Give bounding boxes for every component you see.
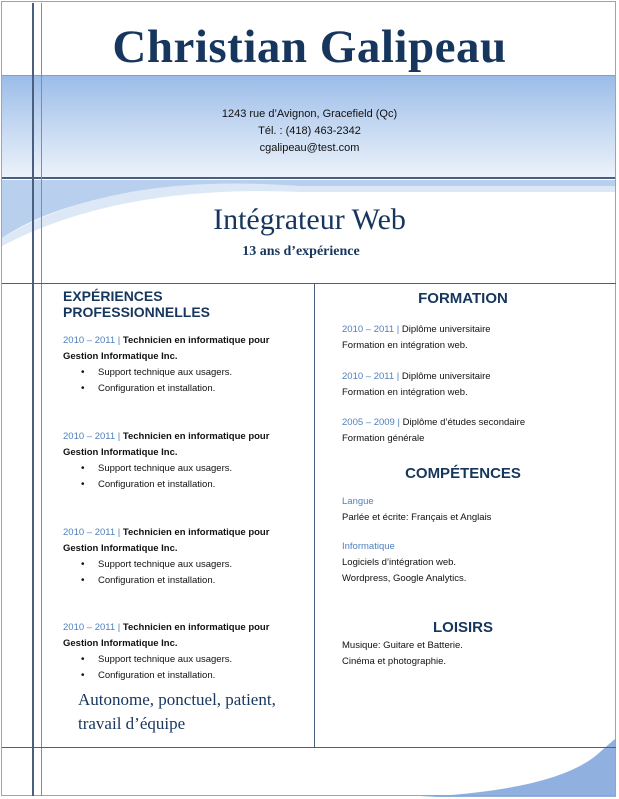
entry-header: 2010 – 2011 | Technicien en informatique pour — [63, 335, 270, 346]
section-rule-bottom — [2, 747, 616, 748]
loisirs-heading: LOISIRS — [432, 619, 493, 636]
entry-company: Gestion Informatique Inc. — [63, 543, 178, 554]
competence-group — [342, 494, 604, 525]
bullet-item: • Support technique aux usagers. — [63, 652, 308, 668]
formation-entry: 2005 – 2009 | Diplôme d’études secondaire Formation générale — [342, 415, 604, 465]
entry-dates: 2010 – 2011 — [63, 622, 116, 633]
candidate-name: Christian Galipeau — [112, 21, 507, 73]
entry-dates: 2010 – 2011 — [342, 371, 395, 382]
contact-block — [0, 106, 619, 157]
entry-dates: 2010 – 2011 — [63, 431, 116, 442]
entry-company: Gestion Informatique Inc. — [63, 351, 178, 362]
job-title: Intégrateur Web — [213, 203, 406, 236]
entry-title: Technicien en informatique pour — [122, 431, 270, 442]
experience-heading: EXPÉRIENCES PROFESSIONNELLES — [63, 288, 211, 320]
field-text: Formation en intégration web. — [342, 387, 468, 398]
formation-heading: FORMATION — [418, 290, 508, 307]
degree-text: Diplôme universitaire — [401, 324, 491, 335]
loisir-line: Musique: Guitare et Batterie. — [342, 640, 463, 651]
entry-company: Gestion Informatique Inc. — [63, 447, 178, 458]
loisir-line: Cinéma et photographie. — [342, 656, 447, 667]
entry-header: 2010 – 2011 | Technicien en informatique pour — [63, 431, 270, 442]
bullet-item: • Support technique aux usagers. — [63, 557, 308, 573]
formation-entry: 2010 – 2011 | Diplôme universitaire Formation en intégration web. — [342, 369, 604, 415]
phone-text: Tél. : (418) 463-2342 — [258, 125, 361, 137]
competence-line: Logiciels d’intégration web. — [342, 557, 457, 568]
competence-group — [342, 539, 604, 591]
bullet-item: • Configuration et installation. — [63, 573, 308, 589]
entry-dates: 2010 – 2011 — [342, 324, 395, 335]
address-text: 1243 rue d’Avignon, Gracefield (Qc) — [221, 108, 398, 120]
bullet-item: • Configuration et installation. — [63, 381, 308, 397]
formation-entry: 2010 – 2011 | Diplôme universitaire Formation en intégration web. — [342, 322, 604, 369]
experience-years: 13 ans d’expérience — [242, 244, 360, 259]
competence-line: Wordpress, Google Analytics. — [342, 573, 467, 584]
section-rule-top — [2, 283, 616, 284]
entry-title: Technicien en informatique pour — [122, 527, 270, 538]
loisirs-list — [342, 638, 604, 670]
entry-dates: 2005 – 2009 — [342, 417, 395, 428]
field-text: Formation en intégration web. — [342, 340, 468, 351]
entry-dates: 2010 – 2011 — [63, 335, 116, 346]
entry-header: 2010 – 2011 | Technicien en informatique pour — [63, 622, 270, 633]
side-column — [342, 288, 604, 670]
entry-header: 2010 – 2011 | Technicien en informatique pour — [63, 527, 270, 538]
degree-text: Diplôme universitaire — [401, 371, 491, 382]
entry-dates: 2010 – 2011 — [63, 527, 116, 538]
column-divider — [314, 283, 315, 747]
competence-label: Langue — [342, 496, 374, 507]
experience-entry — [63, 429, 308, 525]
experience-entry — [63, 333, 308, 429]
competence-label: Informatique — [342, 541, 395, 552]
entry-company: Gestion Informatique Inc. — [63, 638, 178, 649]
experience-column — [63, 288, 308, 684]
experience-entry — [63, 525, 308, 620]
experience-entry — [63, 620, 308, 684]
bullet-item: • Support technique aux usagers. — [63, 461, 308, 477]
bullet-item: • Configuration et installation. — [63, 668, 308, 684]
competence-line: Parlée et écrite: Français et Anglais — [342, 512, 492, 523]
bullet-item: • Support technique aux usagers. — [63, 365, 308, 381]
entry-title: Technicien en informatique pour — [122, 335, 270, 346]
email-text: cgalipeau@test.com — [259, 142, 360, 154]
entry-title: Technicien en informatique pour — [122, 622, 270, 633]
field-text: Formation générale — [342, 433, 425, 444]
personal-qualities: Autonome, ponctuel, patient, travail d’équipe — [78, 690, 276, 733]
bullet-item: • Configuration et installation. — [63, 477, 308, 493]
competences-heading: COMPÉTENCES — [405, 465, 521, 482]
degree-text: Diplôme d’études secondaire — [402, 417, 526, 428]
